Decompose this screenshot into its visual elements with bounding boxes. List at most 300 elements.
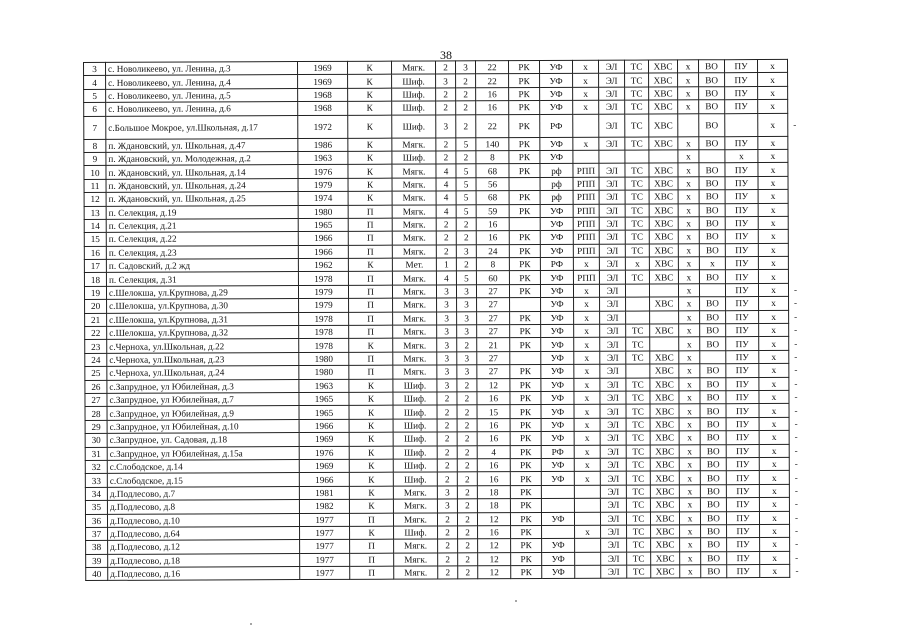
apartments-cell: 12: [478, 539, 511, 553]
entrances-cell: 2: [456, 101, 476, 114]
col-rpp-cell: х: [574, 297, 600, 311]
col-meters-cell: ПУ: [725, 176, 758, 190]
col-rk-cell: РК: [510, 338, 541, 352]
wall-material-cell: К: [349, 419, 393, 433]
floors-cell: 4: [436, 191, 456, 204]
roof-type-cell: Шиф.: [393, 446, 437, 460]
col-rk-cell: РК: [509, 101, 540, 115]
address-cell: п. Ждановский, ул. Школьная, д.14: [106, 165, 298, 179]
col-x1-cell: х: [679, 337, 700, 350]
row-number-cell: 13: [84, 206, 106, 219]
col-heating-cell: ТС: [627, 538, 651, 551]
col-cold-water-cell: ХВС: [649, 217, 678, 231]
col-rk-cell: РК: [509, 284, 540, 298]
col-electricity-cell: ЭЛ: [600, 378, 626, 392]
col-x1-cell: х: [680, 565, 701, 578]
entrances-cell: 5: [456, 271, 476, 284]
col-x2-cell: х: [757, 59, 787, 73]
address-cell: с.Запрудное, ул Юбилейная, д.15а: [107, 446, 299, 460]
floors-cell: 3: [437, 312, 457, 325]
col-meters-cell: ПУ: [725, 283, 758, 297]
roof-type-cell: Мягк.: [393, 312, 437, 326]
col-x1-cell: х: [678, 203, 699, 216]
apartments-cell: 12: [478, 566, 511, 580]
col-facade-cell: УФ: [540, 150, 573, 164]
year-built-cell: 1968: [298, 102, 348, 116]
col-facade-cell: УФ: [540, 271, 573, 285]
col-x2-cell: х: [758, 113, 788, 136]
floors-cell: 2: [437, 445, 457, 458]
floors-cell: 3: [437, 325, 457, 338]
col-electricity-cell: ЭЛ: [600, 431, 626, 445]
apartments-cell: 22: [476, 114, 509, 137]
col-dash-cell: -: [795, 566, 799, 577]
col-rk-cell: РК: [509, 137, 540, 151]
col-electricity-cell: ЭЛ: [601, 565, 627, 579]
floors-cell: 2: [436, 245, 456, 258]
entrances-cell: 3: [457, 352, 477, 365]
col-heating-cell: ТС: [626, 458, 650, 471]
col-rk-cell: РК: [509, 74, 540, 88]
roof-type-cell: Шиф.: [392, 115, 436, 138]
col-facade-cell: [541, 485, 574, 499]
row-number-cell: 20: [85, 300, 107, 313]
col-x1-cell: [678, 113, 699, 136]
entrances-cell: 2: [457, 512, 477, 525]
col-facade-cell: УФ: [540, 137, 573, 151]
address-cell: с.Черноха, ул.Школьная, д.23: [107, 352, 299, 366]
col-meters-cell: ПУ: [725, 163, 758, 177]
col-x2-cell: х: [759, 390, 789, 404]
col-drainage-cell: [699, 150, 725, 164]
year-built-cell: 1969: [298, 61, 348, 75]
col-meters-cell: ПУ: [726, 471, 759, 485]
year-built-cell: 1986: [298, 138, 348, 152]
col-rpp-cell: РПП: [573, 190, 599, 204]
roof-type-cell: Шиф.: [393, 392, 437, 406]
address-cell: с.Запрудное, ул Юбилейная, д.3: [107, 379, 299, 393]
col-meters-cell: ПУ: [725, 243, 758, 257]
entrances-cell: 2: [457, 445, 477, 458]
year-built-cell: 1981: [299, 486, 349, 500]
col-heating-cell: [626, 297, 650, 310]
col-rpp-cell: х: [574, 458, 600, 472]
col-meters-cell: ПУ: [726, 484, 759, 498]
apartments-cell: 18: [477, 485, 510, 499]
col-x1-cell: х: [679, 324, 700, 337]
col-x2-cell: х: [759, 323, 789, 337]
year-built-cell: 1980: [298, 205, 348, 219]
col-cold-water-cell: ХВС: [651, 565, 680, 579]
year-built-cell: 1978: [299, 325, 349, 339]
row-number-cell: 40: [86, 567, 108, 580]
col-facade-cell: УФ: [540, 204, 573, 218]
col-electricity-cell: ЭЛ: [600, 498, 626, 512]
apartments-cell: 15: [477, 405, 510, 419]
col-facade-cell: УФ: [540, 74, 573, 88]
row-number-cell: 8: [84, 139, 106, 152]
row-number-cell: 32: [85, 460, 107, 473]
col-drainage-cell: ВО: [700, 458, 726, 472]
col-rpp-cell: х: [573, 257, 599, 271]
floors-cell: 3: [436, 74, 456, 87]
col-drainage-cell: ВО: [700, 498, 726, 512]
col-rk-cell: РК: [511, 525, 542, 539]
col-x1-cell: х: [678, 100, 699, 113]
col-x2-cell: х: [758, 176, 788, 190]
col-x2-cell: х: [758, 136, 788, 150]
year-built-cell: 1965: [298, 218, 348, 232]
col-heating-cell: [626, 311, 650, 324]
col-heating-cell: ТС: [626, 418, 650, 431]
col-electricity-cell: ЭЛ: [601, 538, 627, 552]
col-x1-cell: х: [680, 551, 701, 564]
col-drainage-cell: ВО: [699, 190, 725, 204]
row-number-cell: 12: [84, 193, 106, 206]
col-electricity-cell: ЭЛ: [599, 284, 625, 298]
col-electricity-cell: ЭЛ: [599, 271, 625, 285]
col-rpp-cell: РПП: [573, 204, 599, 218]
entrances-cell: 2: [458, 526, 478, 539]
row-number-cell: 16: [84, 246, 106, 259]
col-x1-cell: х: [678, 217, 699, 230]
col-drainage-cell: [699, 284, 725, 298]
col-electricity-cell: ЭЛ: [599, 244, 625, 258]
apartments-cell: 22: [475, 61, 508, 75]
col-heating-cell: ТС: [627, 525, 651, 538]
col-dash-cell: -: [793, 119, 797, 130]
col-x1-cell: х: [678, 284, 699, 297]
col-dash-cell: -: [795, 539, 799, 550]
floors-cell: 2: [436, 88, 456, 101]
apartments-cell: 56: [476, 177, 509, 191]
col-meters-cell: ПУ: [727, 538, 760, 552]
year-built-cell: 1969: [299, 432, 349, 446]
col-heating-cell: ТС: [625, 163, 649, 176]
col-rk-cell: РК: [510, 485, 541, 499]
year-built-cell: 1966: [298, 245, 348, 259]
col-electricity-cell: ЭЛ: [600, 512, 626, 526]
col-electricity-cell: ЭЛ: [599, 137, 625, 151]
year-built-cell: 1976: [298, 165, 348, 179]
col-drainage-cell: ВО: [699, 270, 725, 284]
col-x2-cell: х: [759, 297, 789, 311]
col-meters-cell: ПУ: [727, 524, 760, 538]
col-facade-cell: УФ: [541, 378, 574, 392]
roof-type-cell: Мягк.: [392, 218, 436, 232]
col-facade-cell: УФ: [541, 391, 574, 405]
col-drainage-cell: [700, 351, 726, 365]
col-x2-cell: х: [759, 404, 789, 418]
year-built-cell: 1978: [299, 312, 349, 326]
col-cold-water-cell: ХВС: [650, 418, 679, 432]
table-row: [86, 564, 804, 581]
roof-type-cell: Шиф.: [392, 101, 436, 115]
col-dash-cell: -: [794, 392, 798, 403]
roof-type-cell: Мягк.: [393, 512, 437, 526]
floors-cell: 3: [437, 499, 457, 512]
col-x1-cell: х: [679, 511, 700, 524]
wall-material-cell: К: [348, 115, 392, 138]
entrances-cell: 2: [457, 378, 477, 391]
floors-cell: 2: [437, 419, 457, 432]
col-dash-cell: [788, 136, 802, 149]
year-built-cell: 1978: [299, 339, 349, 353]
floors-cell: 2: [438, 539, 458, 552]
col-dash-cell: [788, 176, 802, 189]
col-drainage-cell: ВО: [700, 337, 726, 351]
row-number-cell: 26: [85, 380, 107, 393]
col-heating-cell: ТС: [625, 137, 649, 150]
address-cell: с.Шелокша, ул.Крупнова, д.30: [107, 299, 299, 313]
apartments-cell: 27: [477, 311, 510, 325]
col-heating-cell: ТС: [626, 391, 650, 404]
col-x2-cell: х: [758, 73, 788, 87]
col-rk-cell: РК: [509, 204, 540, 218]
col-heating-cell: ТС: [626, 324, 650, 337]
col-x1-cell: х: [679, 364, 700, 377]
col-facade-cell: УФ: [541, 338, 574, 352]
floors-cell: 2: [436, 101, 456, 114]
year-built-cell: 1977: [300, 566, 350, 580]
col-x1-cell: х: [679, 404, 700, 417]
col-electricity-cell: ЭЛ: [600, 338, 626, 352]
col-rk-cell: РК: [511, 552, 542, 566]
col-facade-cell: УФ: [540, 87, 573, 101]
col-dash-cell: -: [794, 378, 798, 389]
col-electricity-cell: ЭЛ: [598, 60, 624, 74]
col-facade-cell: УФ: [541, 512, 574, 526]
col-facade-cell: УФ: [542, 565, 575, 579]
col-facade-cell: [542, 525, 575, 539]
col-x2-cell: х: [758, 163, 788, 177]
col-x2-cell: х: [758, 230, 788, 244]
col-x2-cell: х: [758, 257, 788, 271]
wall-material-cell: К: [349, 472, 393, 486]
col-rk-cell: РК: [509, 271, 540, 285]
col-facade-cell: УФ: [540, 101, 573, 115]
col-drainage-cell: ВО: [700, 471, 726, 485]
wall-material-cell: П: [348, 218, 392, 232]
row-number-cell: 24: [85, 353, 107, 366]
apartments-cell: 8: [476, 258, 509, 272]
col-heating-cell: ТС: [625, 230, 649, 243]
wall-material-cell: П: [348, 245, 392, 259]
col-electricity-cell: ЭЛ: [601, 552, 627, 566]
col-x2-cell: х: [759, 484, 789, 498]
col-drainage-cell: ВО: [701, 538, 727, 552]
col-dash-cell: [788, 100, 802, 113]
col-cold-water-cell: ХВС: [650, 364, 679, 378]
address-cell: п. Ждановский, ул. Школьная, д.25: [106, 192, 298, 206]
col-x1-cell: х: [678, 230, 699, 243]
col-drainage-cell: ВО: [700, 484, 726, 498]
col-x1-cell: х: [678, 270, 699, 283]
floors-cell: 4: [436, 271, 456, 284]
year-built-cell: 1977: [300, 540, 350, 554]
roof-type-cell: Шиф.: [393, 472, 437, 486]
col-x2-cell: х: [760, 564, 790, 578]
apartments-cell: 27: [477, 365, 510, 379]
row-number-cell: 37: [86, 527, 108, 540]
col-meters-cell: ПУ: [725, 136, 758, 150]
col-electricity-cell: ЭЛ: [599, 204, 625, 218]
col-electricity-cell: ЭЛ: [600, 311, 626, 325]
apartments-cell: 16: [477, 392, 510, 406]
col-x1-cell: х: [678, 244, 699, 257]
col-x2-cell: х: [760, 551, 790, 565]
col-dash-cell: [787, 59, 801, 72]
col-rpp-cell: х: [574, 351, 600, 365]
roof-type-cell: Мягк.: [392, 191, 436, 205]
year-built-cell: 1965: [299, 392, 349, 406]
col-rpp-cell: РПП: [573, 177, 599, 191]
col-rpp-cell: х: [573, 100, 599, 114]
col-meters-cell: [725, 113, 758, 136]
row-number-cell: 4: [84, 76, 106, 89]
wall-material-cell: П: [349, 352, 393, 366]
entrances-cell: 3: [457, 298, 477, 311]
col-drainage-cell: ВО: [701, 565, 727, 579]
col-rk-cell: РК: [509, 114, 540, 137]
col-heating-cell: ТС: [625, 114, 649, 137]
apartments-cell: 68: [476, 164, 509, 178]
col-rpp-cell: [575, 565, 601, 579]
address-cell: с.Запрудное, ул Юбилейная, д.10: [107, 419, 299, 433]
row-number-cell: 29: [85, 420, 107, 433]
col-cold-water-cell: ХВС: [651, 552, 680, 566]
entrances-cell: 3: [455, 61, 475, 74]
col-electricity-cell: ЭЛ: [600, 351, 626, 365]
col-facade-cell: УФ: [541, 418, 574, 432]
col-drainage-cell: ВО: [699, 217, 725, 231]
col-x1-cell: х: [679, 471, 700, 484]
col-rk-cell: РК: [510, 365, 541, 379]
address-cell: с. Новоликеево, ул. Ленина, д.6: [106, 102, 298, 116]
wall-material-cell: К: [349, 339, 393, 353]
col-cold-water-cell: ХВС: [650, 458, 679, 472]
col-rpp-cell: х: [574, 418, 600, 432]
col-meters-cell: ПУ: [725, 100, 758, 114]
col-heating-cell: [625, 150, 649, 163]
col-drainage-cell: ВО: [700, 431, 726, 445]
apartments-cell: 27: [477, 351, 510, 365]
col-x1-cell: х: [679, 418, 700, 431]
roof-type-cell: Мягк.: [393, 338, 437, 352]
address-cell: п. Селекция, д.21: [106, 218, 298, 232]
floors-cell: 2: [437, 432, 457, 445]
col-heating-cell: ТС: [626, 498, 650, 511]
entrances-cell: 5: [456, 191, 476, 204]
row-number-cell: 22: [85, 326, 107, 339]
col-cold-water-cell: ХВС: [649, 270, 678, 284]
year-built-cell: 1977: [300, 526, 350, 540]
apartments-cell: 16: [477, 432, 510, 446]
address-cell: с.Черноха, ул.Школьная, д.24: [107, 366, 299, 380]
address-cell: с.Запрудное, ул. Садовая, д.18: [107, 433, 299, 447]
col-rpp-cell: х: [574, 431, 600, 445]
floors-cell: 2: [435, 61, 455, 74]
col-drainage-cell: ВО: [700, 324, 726, 338]
col-meters-cell: ПУ: [725, 230, 758, 244]
floors-cell: 3: [437, 486, 457, 499]
table-body: [84, 59, 804, 581]
col-drainage-cell: ВО: [699, 163, 725, 177]
page-number: 38: [440, 48, 452, 62]
col-rpp-cell: [573, 150, 599, 164]
address-cell: д.Подлесово, д.18: [108, 553, 300, 567]
col-x2-cell: х: [758, 203, 788, 217]
col-drainage-cell: ВО: [699, 136, 725, 150]
row-number-cell: 21: [85, 313, 107, 326]
row-number-cell: 11: [84, 179, 106, 192]
roof-type-cell: Мягк.: [393, 365, 437, 379]
address-cell: д.Подлесово, д.64: [108, 526, 300, 540]
col-rpp-cell: х: [574, 472, 600, 486]
col-rpp-cell: х: [572, 60, 598, 74]
col-facade-cell: УФ: [539, 60, 572, 74]
entrances-cell: 3: [456, 244, 476, 257]
col-cold-water-cell: ХВС: [649, 87, 678, 101]
apartments-cell: 21: [477, 338, 510, 352]
col-cold-water-cell: ХВС: [650, 391, 679, 405]
col-cold-water-cell: ХВС: [650, 297, 679, 311]
entrances-cell: 2: [456, 218, 476, 231]
col-facade-cell: УФ: [541, 472, 574, 486]
col-facade-cell: РФ: [540, 114, 573, 137]
col-electricity-cell: ЭЛ: [599, 163, 625, 177]
row-number-cell: 33: [85, 474, 107, 487]
col-cold-water-cell: ХВС: [649, 257, 678, 271]
col-rpp-cell: х: [574, 364, 600, 378]
col-x1-cell: х: [678, 136, 699, 149]
row-number-cell: 25: [85, 367, 107, 380]
col-heating-cell: ТС: [626, 431, 650, 444]
col-drainage-cell: ВО: [699, 113, 725, 136]
col-facade-cell: рф: [540, 177, 573, 191]
col-dash-cell: -: [795, 552, 799, 563]
apartments-cell: 12: [477, 512, 510, 526]
col-cold-water-cell: ХВС: [650, 471, 679, 485]
col-x1-cell: х: [679, 431, 700, 444]
entrances-cell: 3: [457, 311, 477, 324]
apartments-cell: 16: [476, 101, 509, 115]
address-cell: с.Запрудное, ул Юбилейная, д.7: [107, 393, 299, 407]
col-dash-cell: [788, 216, 802, 229]
col-meters-cell: ПУ: [726, 310, 759, 324]
apartments-cell: 16: [477, 418, 510, 432]
roof-type-cell: Шиф.: [392, 151, 436, 165]
row-number-cell: 28: [85, 407, 107, 420]
col-rk-cell: РК: [509, 244, 540, 258]
col-rpp-cell: РПП: [573, 231, 599, 245]
col-x2-cell: х: [760, 524, 790, 538]
col-rk-cell: РК: [509, 150, 540, 164]
col-drainage-cell: ВО: [700, 444, 726, 458]
col-x1-cell: х: [679, 297, 700, 310]
col-x1-cell: х: [680, 538, 701, 551]
col-x1-cell: х: [679, 458, 700, 471]
col-meters-cell: ПУ: [724, 60, 757, 74]
entrances-cell: 2: [458, 552, 478, 565]
floors-cell: 4: [436, 164, 456, 177]
col-x1-cell: х: [679, 444, 700, 457]
col-electricity-cell: ЭЛ: [599, 257, 625, 271]
col-rpp-cell: х: [574, 338, 600, 352]
col-electricity-cell: ЭЛ: [600, 471, 626, 485]
col-x1-cell: х: [678, 87, 699, 100]
roof-type-cell: Мягк.: [394, 553, 438, 567]
